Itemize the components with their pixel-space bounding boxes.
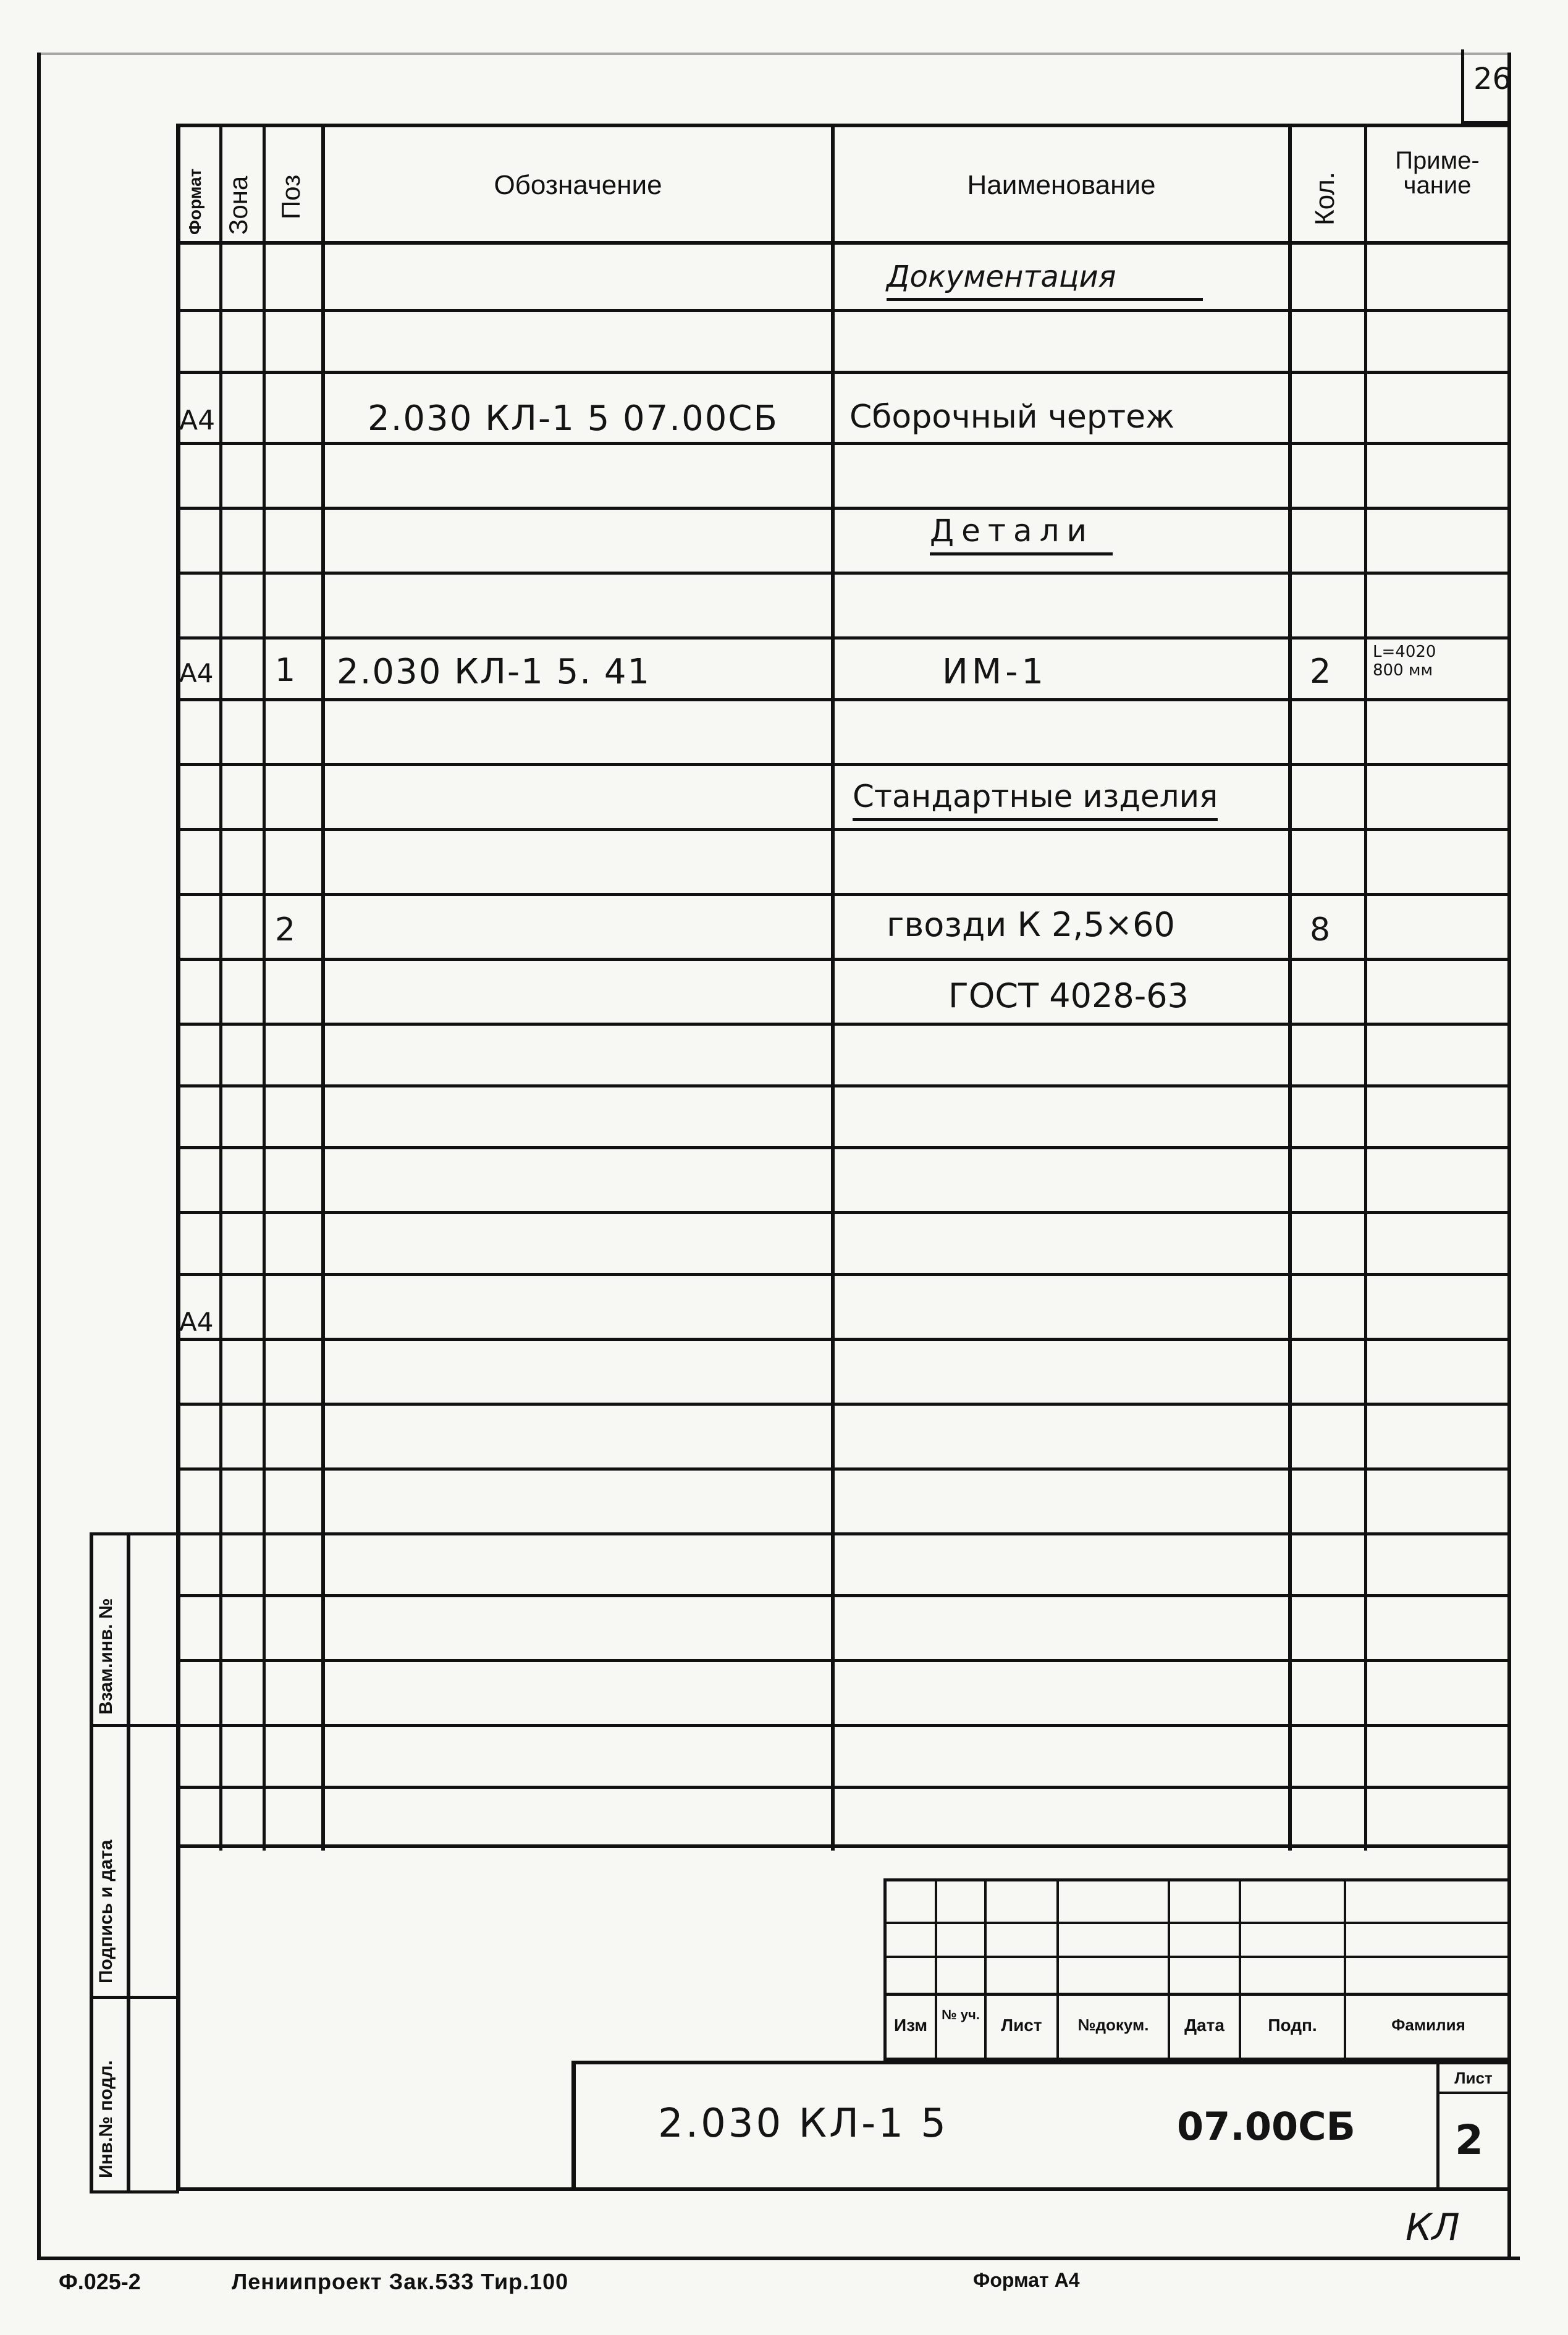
section-details: Детали [930, 513, 1113, 555]
header-qty: Кол. [1310, 171, 1340, 226]
footer-format-label: Формат А4 [973, 2269, 1080, 2291]
footer-publisher: Лениипроект Зак.533 Тир.100 [232, 2269, 569, 2294]
std-name-line2: ГОСТ 4028-63 [948, 976, 1189, 1015]
stamp-podpis-data: Подпись и дата [96, 1839, 116, 1983]
header-note [1367, 148, 1507, 198]
tb-designation-right: 07.00СБ [1177, 2104, 1355, 2149]
std-pos: 2 [275, 911, 296, 948]
stamp-inv-podl: Инв.№ подл. [96, 2060, 116, 2178]
header-name: Наименование [967, 170, 1156, 200]
tb-designation-left: 2.030 КЛ-1 5 [658, 2101, 948, 2147]
header-note-line1: Приме- [1395, 147, 1480, 174]
detail-name: ИМ-1 [942, 652, 1048, 692]
doc-name: Сборочный чертеж [849, 399, 1174, 436]
tb-sheet-number: 2 [1455, 2116, 1483, 2164]
header-zone: Зона [224, 175, 253, 235]
detail-pos: 1 [275, 652, 296, 689]
tb-list: Лист [1001, 2016, 1042, 2035]
detail-format: А4 [179, 658, 214, 688]
detail-note-line2: 800 мм [1373, 661, 1433, 680]
tb-sheet-label: Лист [1454, 2069, 1493, 2087]
stamp-vzam-inv: Взам.инв. № [96, 1598, 116, 1715]
handwritten-mark: КЛ [1406, 2206, 1460, 2249]
page-number: 26 [1473, 62, 1512, 96]
detail-note-line1: L=4020 [1373, 643, 1436, 661]
std-qty: 8 [1310, 911, 1331, 948]
header-pos: Поз [276, 174, 305, 219]
tb-n-uch: № уч. [942, 2007, 980, 2022]
std-name-line1: гвозди К 2,5×60 [887, 905, 1175, 944]
tb-podp: Подп. [1268, 2016, 1317, 2035]
doc-designation: 2.030 КЛ-1 5 07.00СБ [368, 399, 778, 439]
footer-form-code: Ф.025-2 [59, 2269, 141, 2294]
doc-format: А4 [179, 405, 216, 436]
stray-format: А4 [179, 1307, 214, 1337]
header-designation: Обозначение [494, 170, 662, 200]
detail-note [1373, 643, 1436, 680]
tb-izm: Изм [893, 2016, 928, 2035]
tb-familiya: Фамилия [1391, 2016, 1465, 2034]
tb-n-dokum: №докум. [1077, 2016, 1149, 2034]
section-standard: Стандартные изделия [853, 779, 1218, 821]
section-documentation: Документация [887, 260, 1203, 301]
header-note-line2: чание [1403, 172, 1472, 199]
tb-data: Дата [1184, 2016, 1224, 2035]
detail-qty: 2 [1310, 652, 1331, 691]
header-format: Формат [185, 168, 204, 235]
detail-designation: 2.030 КЛ-1 5. 41 [337, 652, 651, 692]
